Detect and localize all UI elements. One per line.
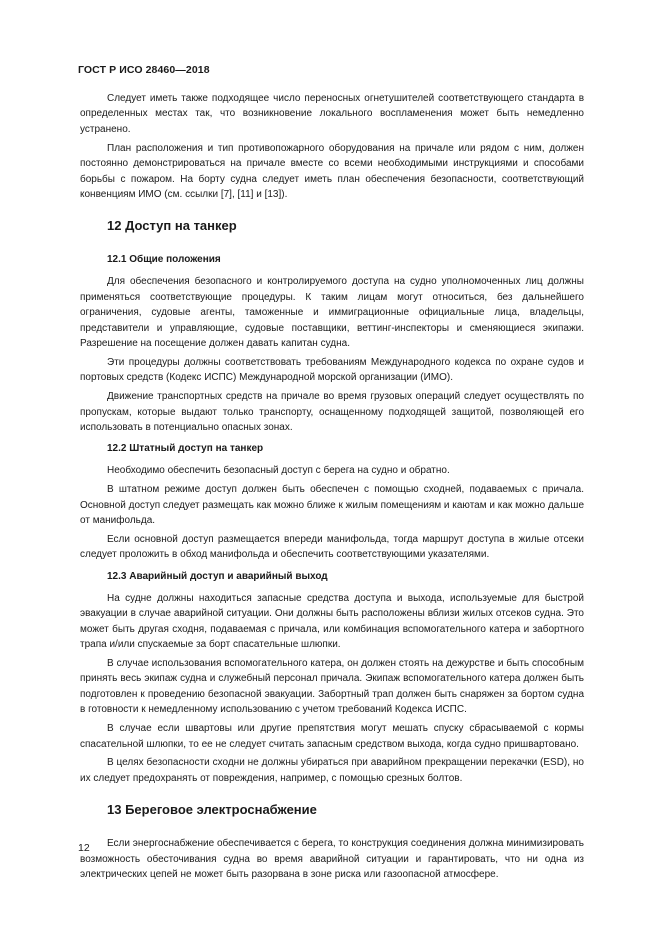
paragraph: Эти процедуры должны соответствовать требованиям Международного кодекса по охране судов и портовых средств (Кодекс ИСПС) Международной морской организации (ИМО). (80, 356, 584, 384)
section-heading-13: 13 Береговое электроснабжение (107, 802, 317, 818)
paragraph: В случае если швартовы или другие препятствия могут мешать спуску сбрасываемой с кормы спасательной шлюпки, то ее не следует считать запасным средством выхода, когда судно пришвартовано. (80, 723, 584, 750)
subsection-heading-12-1: 12.1 Общие положения (107, 254, 221, 266)
paragraph: Необходимо обеспечить безопасный доступ с берега на судно и обратно. (107, 465, 450, 477)
standard-designation: ГОСТ Р ИСО 28460—2018 (78, 64, 210, 76)
paragraph: В целях безопасности сходни не должны убираться при аварийном прекращении перекачки (ESD), но их следует предохранять от повреждения, например, с помощью срезных болтов. (80, 757, 584, 784)
paragraph: В случае использования вспомогательного катера, он должен стоять на дежурстве и быть способным принять весь экипаж судна и служебный персонал причала. Экипаж вспомогательного катера должен быть подготовлен к проведению безопасной эвакуации. Забортный трап должен быть снаряжен за бортом судна в готовности к немедленному использованию с учетом требований Кодекса ИСПС. (80, 657, 584, 716)
page-number: 12 (78, 842, 90, 854)
paragraph: Движение транспортных средств на причале во время грузовых операций следует осуществлять по пропускам, которые выдают только транспорту, оснащенному подходящей защитой, позволяющей его использовать в потенциально опасных зонах. (80, 391, 584, 433)
paragraph: Следует иметь также подходящее число переносных огнетушителей соответствующего стандарта в определенных местах так, что возникновение локального воспламенения может быть немедленно устранено. (80, 93, 584, 135)
subsection-heading-12-3: 12.3 Аварийный доступ и аварийный выход (107, 570, 328, 582)
paragraph: На судне должны находиться запасные средства доступа и выхода, используемые для быстрой эвакуации в случае аварийной ситуации. Они должны быть расположены вблизи жилых отсеков судна. Это может быть другая сходня, подаваемая с причала, или комбинация вспомогательного катера и забортного трапа и/или спускаемые за борт спасательные шлюпки. (80, 592, 584, 651)
section-heading-12: 12 Доступ на танкер (107, 218, 237, 234)
paragraph: В штатном режиме доступ должен быть обеспечен с помощью сходней, подаваемых с причала. Основной доступ следует размещать как можно ближе к жилым помещениям и каютам и как можно дальше от манифольда. (80, 484, 584, 527)
paragraph: Для обеспечения безопасного и контролируемого доступа на судно уполномоченных лиц должны применяться соответствующие процедуры. К таким лицам могут относиться, без дальнейшего ограничения, судовые агенты, таможенные и иммиграционные официальные лица, владельцы, представители и управляющие, судовые поставщики, веттинг-инспекторы и сменяющиеся экипажи. Разрешение на посещение должен давать капитан судна. (80, 276, 584, 349)
paragraph: Если энергоснабжение обеспечивается с берега, то конструкция соединения должна минимизировать возможность обесточивания судна во время аварийной ситуации и гарантировать, что ни одна из электрических цепей не может быть разорвана в зоне риска или газоопасной атмосфере. (80, 838, 584, 881)
paragraph: Если основной доступ размещается впереди манифольда, тогда маршрут доступа в жилые отсеки следует проложить в обход манифольда и обеспечить соответствующими указателями. (80, 534, 584, 561)
paragraph: План расположения и тип противопожарного оборудования на причале или рядом с ним, должен постоянно демонстрироваться на причале вместе со всеми необходимыми инструкциями и способами борьбы с пожаром. На борту судна следует иметь план обеспечения безопасности, соответствующий конвенциям ИМО (см. ссылки [7], [11] и [13]). (80, 142, 584, 200)
subsection-heading-12-2: 12.2 Штатный доступ на танкер (107, 443, 264, 455)
document-body (80, 91, 584, 886)
